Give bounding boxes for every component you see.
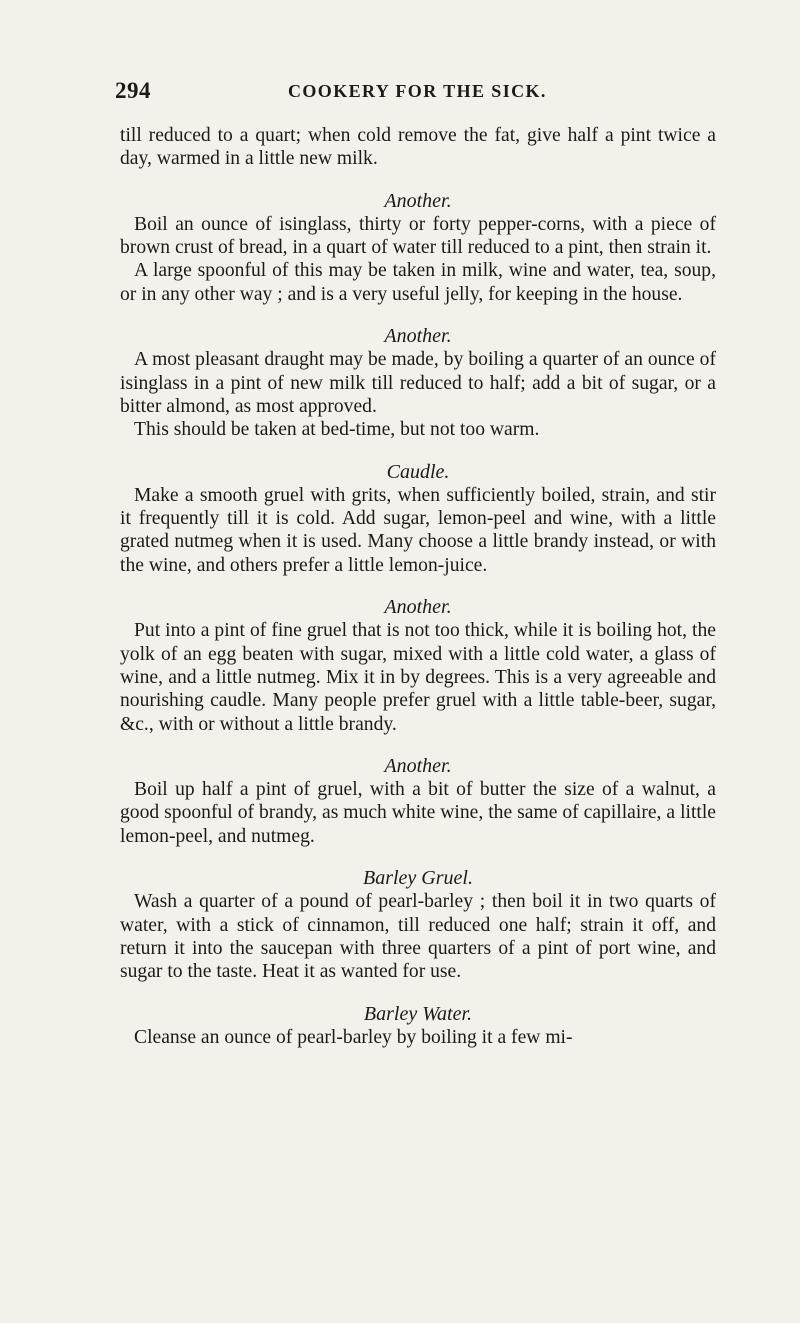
paragraph: A most pleasant draught may be made, by boiling a quarter of an ounce of isinglass in a pint of new milk till reduced to half; add a bit of sugar, or a bitter almond, as most approved. [120,349,716,417]
recipe-heading: Barley Water. [363,1002,473,1025]
paragraph: Boil up half a pint of gruel, with a bit of butter the size of a walnut, a good spoonful of brandy, as much white wine, the same of capillaire, a little lemon-peel, and nutmeg. [120,779,716,847]
paragraph: Boil an ounce of isinglass, thirty or forty pepper-corns, with a piece of brown crust of bread, in a quart of water till reduced to a pint, then strain it. [120,213,716,259]
paragraph: Cleanse an ounce of pearl-barley by boiling it a few mi- [134,1026,573,1048]
page-number: 294 [115,78,151,103]
continued-paragraph: till reduced to a quart; when cold remove the fat, give half a pint twice a day, warmed in a little new milk. [120,125,716,170]
page-body [120,124,716,1049]
recipe-heading: Another. [384,325,452,348]
paragraph: This should be taken at bed-time, but not too warm. [134,419,540,441]
recipe-heading: Another. [384,189,452,212]
paragraph: Make a smooth gruel with grits, when sufficiently boiled, strain, and stir it frequently till it is cold. Add sugar, lemon-peel and wine, with a little grated nutmeg when it is used. Many choose a little brandy instead, or with the wine, and others prefer a little lemon-juice. [120,484,716,576]
paragraph: Put into a pint of fine gruel that is not too thick, while it is boiling hot, the yolk of an egg beaten with sugar, mixed with a little cold water, a glass of wine, and a little nutmeg. Mix it in by degrees. This is a very agreeable and nourishing caudle. Many people prefer gruel with a little table-beer, sugar, &c., with or without a little brandy. [120,620,716,735]
recipe-heading: Barley Gruel. [363,867,473,890]
recipe-heading: Another. [384,596,452,619]
running-head [115,78,715,108]
paragraph: Wash a quarter of a pound of pearl-barley ; then boil it in two quarts of water, with a stick of cinnamon, till reduced one half; strain it off, and return it into the saucepan with three quarters of a pint of port wine, and sugar to the taste. Heat it as wanted for use. [120,891,716,983]
running-title: COOKERY FOR THE SICK. [288,81,547,101]
recipe-heading: Another. [384,754,452,777]
recipe-heading: Caudle. [386,460,450,483]
paragraph: A large spoonful of this may be taken in milk, wine and water, tea, soup, or in any other way ; and is a very useful jelly, for keeping in the house. [120,260,716,305]
